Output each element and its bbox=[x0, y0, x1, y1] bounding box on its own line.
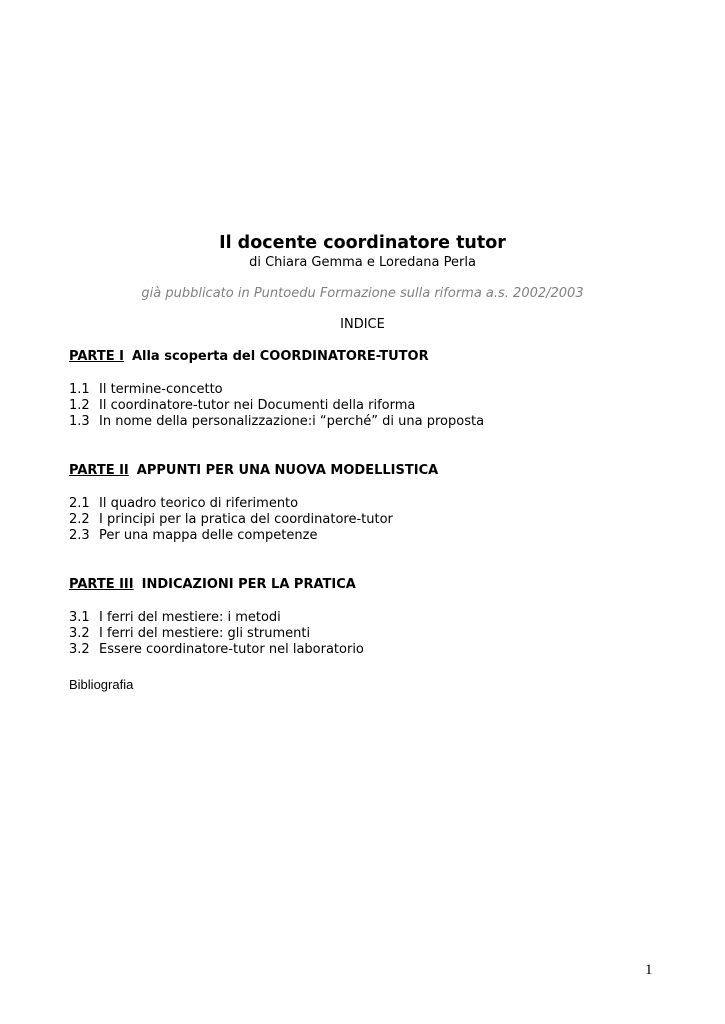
toc-item-number: 3.2 bbox=[69, 642, 90, 657]
toc-item-text: In nome della personalizzazione:i “perché” di una proposta bbox=[99, 414, 485, 429]
document-authors: di Chiara Gemma e Loredana Perla bbox=[249, 255, 476, 270]
part-1-heading bbox=[69, 349, 689, 365]
document-title: Il docente coordinatore tutor bbox=[219, 233, 506, 253]
toc-item-number: 2.1 bbox=[69, 496, 90, 511]
part-2-label: PARTE II bbox=[69, 463, 129, 478]
toc-item-number: 1.1 bbox=[69, 382, 90, 397]
toc-item-text: Il coordinatore-tutor nei Documenti della riforma bbox=[99, 398, 416, 413]
toc-item-number: 2.2 bbox=[69, 512, 90, 527]
part-3-label: PARTE III bbox=[69, 577, 134, 592]
toc-item bbox=[69, 610, 689, 626]
part-1-label: PARTE I bbox=[69, 349, 124, 364]
toc-item-number: 1.2 bbox=[69, 398, 90, 413]
part-1-title: Alla scoperta del COORDINATORE-TUTOR bbox=[131, 349, 429, 364]
part-2-heading bbox=[69, 463, 689, 479]
toc-item-text: I ferri del mestiere: gli strumenti bbox=[99, 626, 311, 641]
toc-item bbox=[69, 398, 689, 414]
toc-item-text: Essere coordinatore-tutor nel laboratorio bbox=[99, 642, 364, 657]
part-3-toc bbox=[69, 610, 689, 658]
toc-item bbox=[69, 642, 689, 658]
part-3-heading bbox=[69, 577, 689, 593]
part-2-toc bbox=[69, 496, 689, 544]
toc-item-text: I principi per la pratica del coordinatore-tutor bbox=[99, 512, 393, 527]
toc-item bbox=[69, 528, 689, 544]
part-1-toc bbox=[69, 382, 689, 430]
toc-item-text: Il termine-concetto bbox=[99, 382, 223, 397]
publication-note: già pubblicato in Puntoedu Formazione sulla riforma a.s. 2002/2003 bbox=[141, 286, 584, 301]
toc-item-number: 3.2 bbox=[69, 626, 90, 641]
part-3-title: INDICAZIONI PER LA PRATICA bbox=[141, 577, 356, 592]
bibliography-entry: Bibliografia bbox=[69, 677, 134, 692]
toc-item bbox=[69, 626, 689, 642]
toc-item-text: I ferri del mestiere: i metodi bbox=[99, 610, 281, 625]
toc-item bbox=[69, 414, 689, 430]
toc-item bbox=[69, 496, 689, 512]
toc-item bbox=[69, 382, 689, 398]
toc-item-number: 3.1 bbox=[69, 610, 90, 625]
index-heading: INDICE bbox=[340, 317, 385, 332]
page-number: 1 bbox=[645, 962, 653, 978]
toc-item-text: Per una mappa delle competenze bbox=[99, 528, 318, 543]
toc-item-number: 2.3 bbox=[69, 528, 90, 543]
toc-item-number: 1.3 bbox=[69, 414, 90, 429]
part-2-title: APPUNTI PER UNA NUOVA MODELLISTICA bbox=[136, 463, 439, 478]
toc-item-text: Il quadro teorico di riferimento bbox=[99, 496, 299, 511]
toc-item bbox=[69, 512, 689, 528]
